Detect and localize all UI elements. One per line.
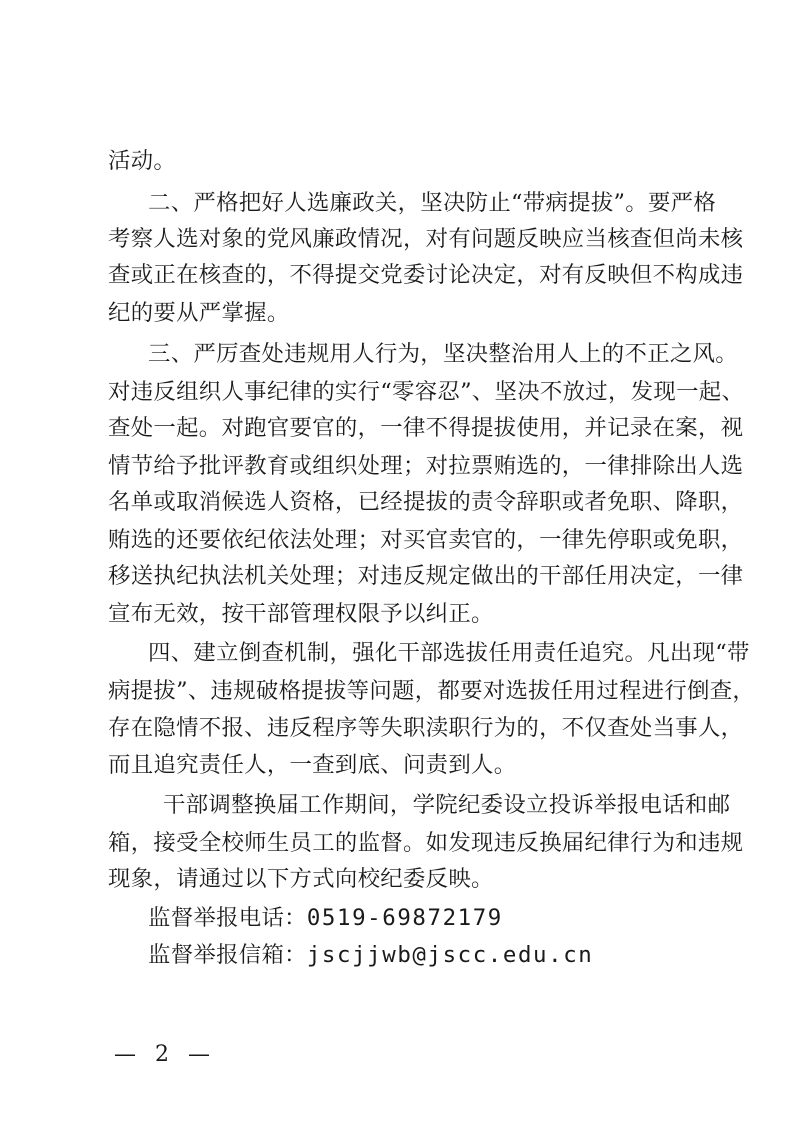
- paragraph-line: 而且追究责任人，一查到底、问责到人。: [108, 752, 517, 778]
- paragraph-line: 宣布无效，按干部管理权限予以纠正。: [108, 601, 494, 627]
- email-label: 监督举报信箱：: [148, 942, 307, 968]
- paragraph-line: 贿选的还要依纪依法处理；对买官卖官的，一律先停职或免职，: [108, 527, 744, 553]
- email-address: jscjjwb@jscc.edu.cn: [306, 942, 594, 968]
- paragraph-line: 情节给予批评教育或组织处理；对拉票贿选的，一律排除出人选: [108, 453, 744, 479]
- paragraph-line: 查处一起。对跑官要官的，一律不得提拔使用，并记录在案，视: [108, 415, 744, 441]
- paragraph-line: 纪的要从严掌握。: [108, 300, 290, 326]
- paragraph-line: 三、严厉查处违规用人行为，坚决整治用人上的不正之风。: [148, 341, 738, 367]
- phone-label: 监督举报电话：: [148, 905, 307, 931]
- paragraph-line: 移送执纪执法机关处理；对违反规定做出的干部任用决定，一律: [108, 563, 744, 589]
- paragraph-line: 活动。: [108, 148, 177, 174]
- contact-phone: [148, 905, 503, 931]
- paragraph-line: 对违反组织人事纪律的实行“零容忍”、坚决不放过，发现一起、: [108, 379, 745, 405]
- paragraph-line: 病提拔”、违规破格提拔等问题，都要对选拔任用过程进行倒查，: [108, 678, 756, 704]
- paragraph-line: 二、严格把好人选廉政关，坚决防止“带病提拔”。要严格: [148, 190, 717, 216]
- paragraph-line: 箱，接受全校师生员工的监督。如发现违反换届纪律行为和违规: [108, 830, 744, 856]
- paragraph-line: 四、建立倒查机制，强化干部选拔任用责任追究。凡出现“带: [148, 640, 750, 666]
- paragraph-line: 干部调整换届工作期间，学院纪委设立投诉举报电话和邮: [163, 792, 731, 818]
- paragraph-line: 查或正在核查的，不得提交党委讨论决定，对有反映但不构成违: [108, 262, 744, 288]
- paragraph-line: 名单或取消候选人资格，已经提拔的责令辞职或者免职、降职，: [108, 489, 744, 515]
- page-number: — 2 —: [114, 1042, 216, 1067]
- phone-number: 0519-69872179: [306, 905, 503, 931]
- paragraph-line: 存在隐情不报、违反程序等失职渎职行为的，不仅查处当事人，: [108, 715, 744, 741]
- paragraph-line: 现象，请通过以下方式向校纪委反映。: [108, 866, 494, 892]
- paragraph-line: 考察人选对象的党风廉政情况，对有问题反映应当核查但尚未核: [108, 226, 744, 252]
- contact-email: [148, 942, 593, 968]
